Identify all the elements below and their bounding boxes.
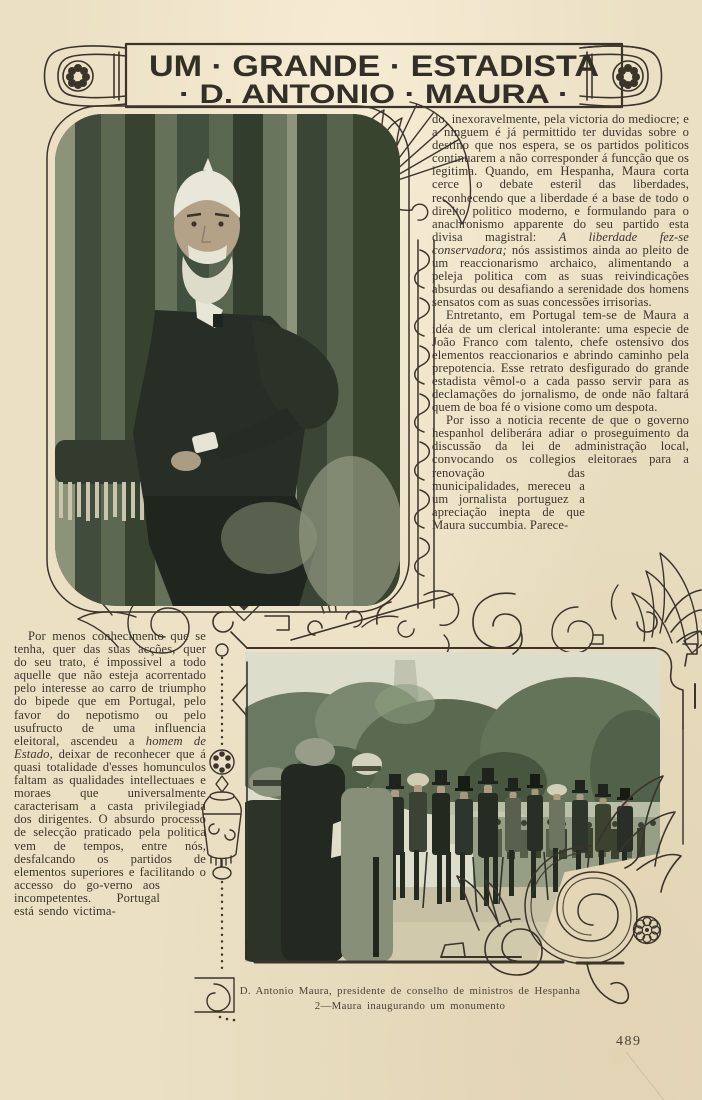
crease-mark (626, 1052, 685, 1100)
masthead-title-line2: · D. ANTONIO · MAURA · (179, 79, 569, 109)
paragraph-text: Por menos conhecimento que se tenha, quer das suas acções, quer do seu trato, é impossivel a todo aquelle que não esteja acorrentado pelo interesse ao carro de triumpho do bipede que em Portugal, pelo favor do nepotismo ou pelo usufructo de uma influencia eleitoral, ascendeu a (14, 629, 206, 748)
page-number: 489 (616, 1034, 642, 1049)
paragraph-text: do, inexoravelmente, pela victoria do mediocre; e a ninguem é já permittido ter duvidas sobre o destino que nos espera, se os partidos politicos continuarem a não corresponder á funcção que os legitima. Quando, em Hespanha, Maura corta cerce o debate esteril das liberdades, reconhecendo que a liberdade é a base de todo o direito politico moderno, e formulando para o anachronismo apparente do seu partido esta divisa magistral: (432, 112, 689, 244)
paragraph: Entretanto, em Portugal tem-se de Maura a idéa de um clerical intolerante: uma especie de João Franco com talento, chefe ostensivo dos elementos reaccionarios e abrindo caminho pela prepotencia. Esse retrato desfigurado do grande estadista vêmol-o a cada passo servir para as declamações do jornalismo, de onde não faltará quem de boa fé o visione como um despota. (432, 308, 689, 415)
paragraph-text: verno aos incompetentes. Portugal está sendo victima- (14, 877, 160, 918)
paragraph (432, 414, 689, 532)
paragraph-text: deixar de reconhecer que á quasi totalidade d'esses homunculos faltam as qualidades intellectuaes e moraes que universalmente caracterisam a casta privilegiada dos dirigentes. O absurdo processo de selecção praticado pela politica vem de tempos, entre nós, desfalcando os partidos de elementos superiores e facilitando o accesso do go- (14, 746, 206, 892)
italic-phrase: homem de Estado, (14, 733, 207, 761)
paragraph-text: municipalidades, mereceu a um jornalista portuguez a apreciação inepta de que Maura succumbia. Parece- (432, 478, 585, 532)
photo-caption-line2: 2—Maura inaugurando um monumento (314, 1000, 506, 1012)
header-rosette-left-icon (66, 64, 90, 89)
crowd-photo-frame-icon (195, 588, 702, 1028)
paragraph (14, 630, 206, 918)
masthead-title-line1: UM · GRANDE · ESTADISTA (149, 50, 599, 83)
left-column (14, 630, 206, 935)
paragraph-text: nós assistimos ainda ao pleito de um reaccionarismo archaico, alimentando a peleja politica com as suas reivindicações absurdas ou desafiando a serenidade dos homens sensatos com as suas concessões irrisorias. (432, 242, 689, 310)
ornament-spacer (585, 467, 689, 523)
scroll-strip-icon (415, 250, 430, 576)
header-rosette-right-icon (616, 64, 640, 89)
italic-phrase: A liberdade fez-se conservadora; (432, 229, 689, 257)
photo-caption-line1: D. Antonio Maura, presidente de conselho de ministros de Hespanha (239, 985, 581, 997)
paragraph-text: Por isso a noticia recente de que o governo hespanhol deliberára adiar o proseguimento da discussão da lei de administração local, convocando os collegios eleitoraes para a renovação das (432, 413, 689, 480)
portrait-frame (40, 100, 440, 622)
